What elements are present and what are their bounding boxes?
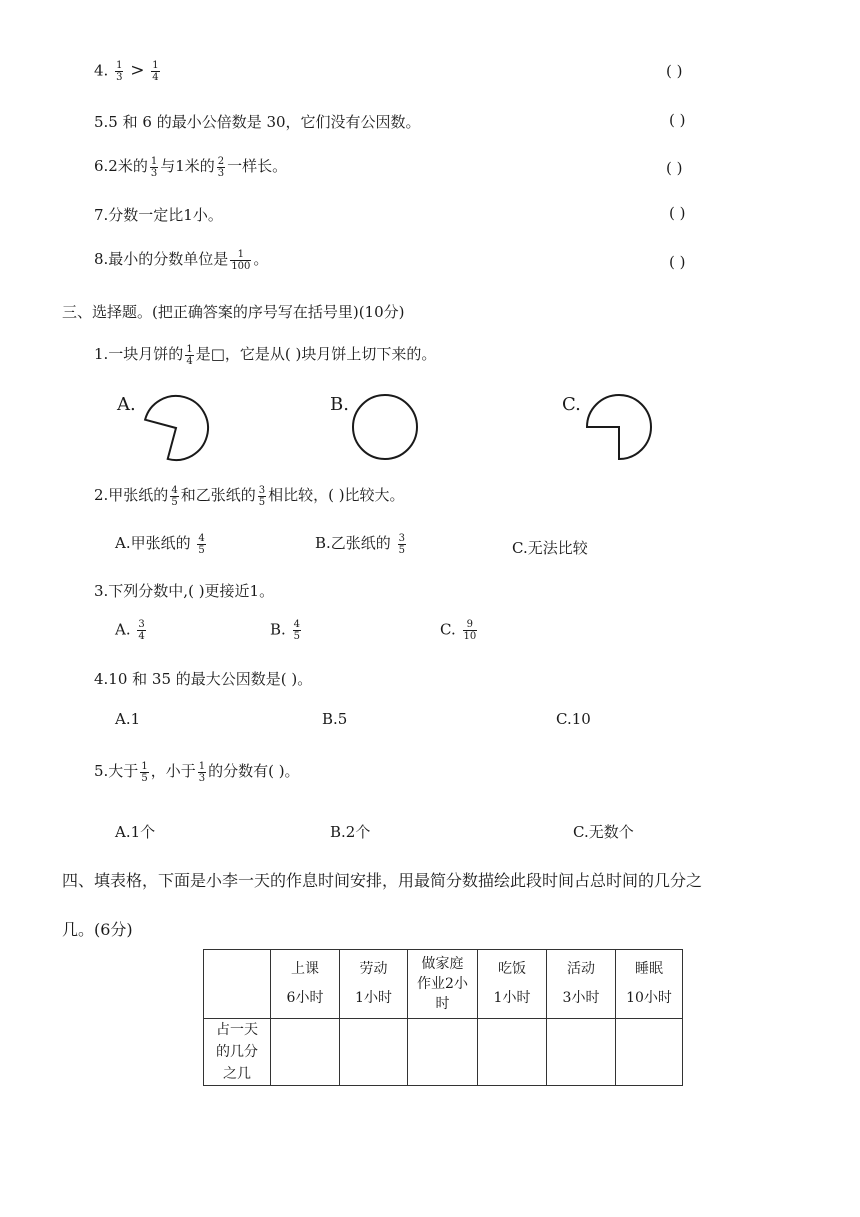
answer-paren[interactable]: ( ): [666, 159, 683, 177]
table-header-cell: 吃饭 1小时: [478, 950, 547, 1019]
table-header-cell: 上课 6小时: [271, 950, 340, 1019]
text-segment: 。: [253, 250, 269, 268]
choice-q4-option-b[interactable]: B.5: [322, 710, 348, 728]
judge-item-8: [94, 248, 268, 272]
fraction: $\frac{4}{5}$: [171, 484, 178, 508]
judge-item-5: 5.5 和 6 的最小公倍数是 30，它们没有公因数。: [94, 113, 421, 131]
choice-q5: [94, 760, 300, 784]
choice-q2: [94, 484, 405, 508]
mooncake-three-quarter-figure-c: [584, 392, 654, 462]
item-number: 4.: [94, 61, 109, 80]
text-segment: 的分数有( )。: [208, 762, 300, 780]
text-segment: 5.大于: [94, 762, 139, 780]
text-segment: 6.2米的: [94, 157, 148, 175]
table-header-row: [204, 950, 683, 1019]
table-header-cell: 活动 3小时: [547, 950, 616, 1019]
answer-cell[interactable]: [478, 1019, 547, 1086]
section-4-title-line2: 几。(6分): [62, 920, 133, 939]
choice-q3-option-a[interactable]: A. $\frac{3}{4}$: [115, 619, 145, 642]
fraction: $\frac{1}{4}$: [186, 343, 193, 367]
table-header-cell: 睡眠 10小时: [616, 950, 683, 1019]
judge-item-6: [94, 155, 287, 179]
answer-cell[interactable]: [616, 1019, 683, 1086]
choice-q2-option-a[interactable]: A.甲张纸的 $\frac{4}{5}$: [115, 532, 205, 556]
choice-q5-option-b[interactable]: B.2个: [330, 823, 371, 841]
text-segment: ，小于: [150, 762, 196, 780]
table-row-label: 占一天 的几分 之几: [204, 1019, 271, 1086]
text-segment: 2.甲张纸的: [94, 486, 169, 504]
fraction: $\frac{2}{3}$: [217, 155, 225, 179]
section-3-title: 三、选择题。(把正确答案的序号写在括号里)(10分): [62, 303, 405, 321]
fraction: $\frac{1}{100}$: [231, 248, 251, 272]
choice-q5-option-c[interactable]: C.无数个: [573, 823, 634, 841]
schedule-table: [203, 949, 683, 1086]
option-c-label: C.: [562, 394, 581, 415]
fraction: $\frac{1}{3}$: [198, 760, 206, 784]
greater-than-symbol: >: [130, 60, 145, 81]
table-row: [204, 1019, 683, 1086]
answer-paren[interactable]: ( ): [669, 253, 686, 271]
table-header-cell: 劳动 1小时: [340, 950, 408, 1019]
fraction: $\frac{1}{3}$: [150, 155, 158, 179]
choice-q3-option-c[interactable]: C. $\frac{9}{10}$: [440, 619, 477, 642]
judge-item-7: 7.分数一定比1小。: [94, 206, 223, 224]
table-corner-cell: [204, 950, 271, 1019]
answer-paren[interactable]: ( ): [669, 204, 686, 222]
text-segment: 一样长。: [227, 157, 288, 175]
text-segment: 与1米的: [160, 157, 215, 175]
choice-q4-option-a[interactable]: A.1: [115, 710, 141, 728]
choice-q3-option-b[interactable]: B. $\frac{4}{5}$: [270, 619, 300, 642]
judge-item-4: [94, 60, 162, 83]
text-segment: 8.最小的分数单位是: [94, 250, 229, 268]
text-segment: 和乙张纸的: [180, 486, 256, 504]
choice-q4-option-c[interactable]: C.10: [556, 710, 591, 728]
section-4-title-line1: 四、填表格，下面是小李一天的作息时间安排，用最简分数描绘此段时间占总时间的几分之: [62, 871, 703, 890]
answer-cell[interactable]: [547, 1019, 616, 1086]
option-b-label: B.: [330, 394, 349, 415]
choice-q2-option-b[interactable]: B.乙张纸的 $\frac{3}{5}$: [315, 532, 405, 556]
answer-cell[interactable]: [408, 1019, 478, 1086]
answer-paren[interactable]: ( ): [669, 111, 686, 129]
option-a-label: A.: [117, 394, 136, 415]
choice-q4: 4.10 和 35 的最大公因数是( )。: [94, 670, 313, 688]
table-header-cell: 做家庭 作业2小 时: [408, 950, 478, 1019]
text-segment: 是□，它是从( )块月饼上切下来的。: [195, 345, 437, 363]
answer-cell[interactable]: [271, 1019, 340, 1086]
choice-q2-option-c[interactable]: C.无法比较: [512, 539, 588, 557]
text-segment: 1.一块月饼的: [94, 345, 184, 363]
fraction: $\frac{1}{3}$: [116, 60, 123, 83]
choice-q5-option-a[interactable]: A.1个: [115, 823, 156, 841]
mooncake-three-quarter-figure-a: [140, 392, 212, 464]
choice-q3: 3.下列分数中,( )更接近1。: [94, 582, 275, 600]
answer-cell[interactable]: [340, 1019, 408, 1086]
choice-q1: [94, 343, 436, 367]
fraction: $\frac{1}{5}$: [141, 760, 148, 784]
text-segment: 相比较，( )比较大。: [268, 486, 405, 504]
mooncake-full-circle-figure-b: [350, 392, 420, 462]
fraction: $\frac{1}{4}$: [152, 60, 159, 83]
answer-paren[interactable]: ( ): [666, 62, 683, 80]
fraction: $\frac{3}{5}$: [258, 484, 266, 508]
